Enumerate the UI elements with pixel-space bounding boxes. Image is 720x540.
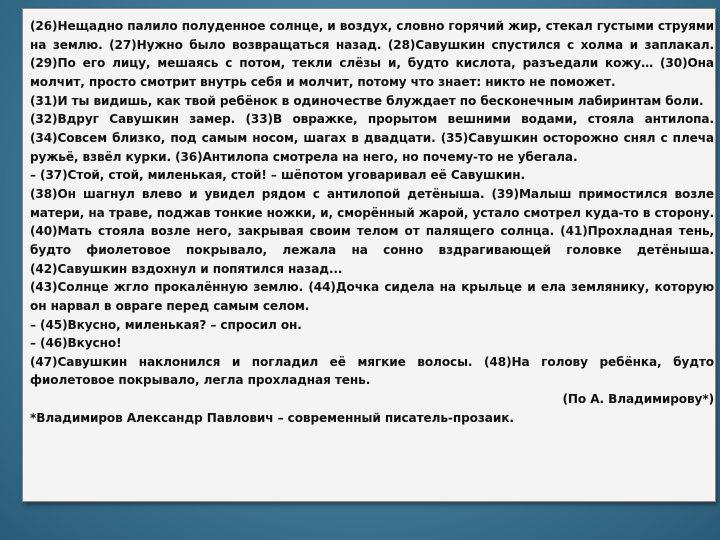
paragraph: (32)Вдруг Савушкин замер. (33)В овражке, прорытом вешними водами, стояла антилопа. (34)Совсем близко, под самым носом, шагах в двадцати. (35)Савушкин осторожно снял с плеча ружьё, взвёл курки. (36)Антилопа смотрела на него, но почему-то не убегала. bbox=[30, 112, 714, 164]
paragraph: (47)Савушкин наклонился и погладил её мягкие волосы. (48)На голову ребёнка, будто фиолетовое покрывало, легла прохладная тень. bbox=[30, 354, 714, 388]
paragraph: (26)Нещадно палило полуденное солнце, и воздух, словно горячий жир, стекал густыми струями на землю. (27)Нужно было возвращаться назад. (28)Савушкин спустился с холма и заплакал. (29)По его лицу, мешаясь с потом, текли слёзы и, будто кислота, разъедали кожу… (30)Она молчит, просто смотрит внутрь себя и молчит, потому что знает: никто не поможет. bbox=[30, 19, 714, 89]
paragraph: – (37)Стой, стой, миленькая, стой! – шёпотом уговаривал её Савушкин. bbox=[30, 168, 526, 183]
footnote: *Владимиров Александр Павлович – современный писатель-прозаик. bbox=[30, 410, 514, 425]
document-text bbox=[30, 17, 714, 427]
paragraph: – (46)Вкусно! bbox=[30, 336, 122, 351]
attribution: (По А. Владимирову*) bbox=[562, 392, 714, 407]
paragraph: (31)И ты видишь, как твой ребёнок в одиночестве блуждает по бесконечным лабиринтам боли. bbox=[30, 93, 704, 108]
paragraph: (43)Солнце жгло прокалённую землю. (44)Дочка сидела на крыльце и ела землянику, которую он нарвал в овраге перед самым селом. bbox=[30, 280, 714, 313]
paragraph: (38)Он шагнул влево и увидел рядом с антилопой детёныша. (39)Малыш примостился возле матери, на траве, поджав тонкие ножки, и, сморённый жарой, устало смотрел куда-то в сторону. (40)Мать стояла возле него, закрывая своим телом от палящего солнца. (41)Прохладная тень, будто фиолетовое покрывало, лежала на сонно вздрагивающей головке детёныша. (42)Савушкин вздохнул и попятился назад... bbox=[30, 186, 714, 276]
paragraph: – (45)Вкусно, миленькая? – спросил он. bbox=[30, 317, 302, 332]
